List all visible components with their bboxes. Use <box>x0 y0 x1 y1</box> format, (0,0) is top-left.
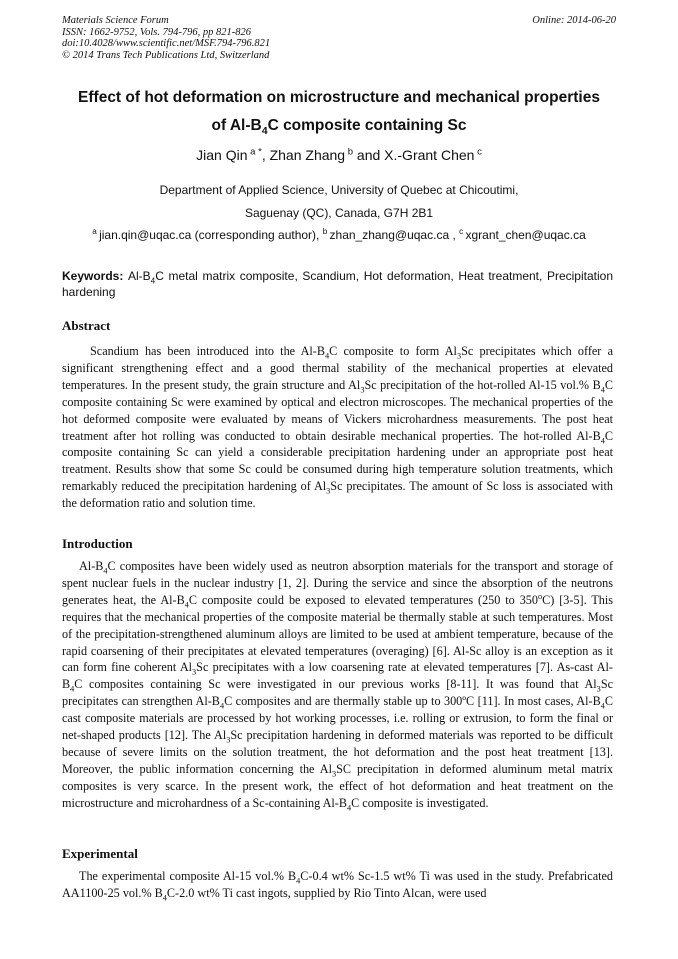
journal-name: Materials Science Forum <box>62 15 169 26</box>
email-link[interactable]: xgrant_chen@uqac.ca <box>465 228 586 242</box>
section-heading-introduction: Introduction <box>62 536 133 551</box>
journal-issn: ISSN: 1662-9752, Vols. 794-796, pp 821-826 <box>62 26 251 38</box>
author-name: Zhan Zhang <box>269 147 346 163</box>
paper-title-line-1: Effect of hot deformation on microstructure and mechanical properties <box>78 89 600 106</box>
email-link[interactable]: zhan_zhang@uqac.ca , <box>329 228 460 242</box>
introduction-paragraph: $Al-B_4C$ composites have been widely used as neutron absorption materials for the transport and storage of spent nuclear fuels in the nuclear industry [1, 2]. During the service and since the absorption of the neutrons generates heat, the $Al-B_4C$ composite could be exposed to elevated temperatures (250 to 350$^o$C) [3-5]. This requires that the mechanical properties of the composite material be thermally stable at such temperatures. Most of the precipitation-strengthened aluminum alloys are limited to be used at ambient temperature, because of the rapid coarsening of their precipitates at elevated temperatures (overaging) [6]. Al-Sc alloy is an exception as it can form fine coherent $Al_3Sc$ precipitates with a low coarsening rate at elevated temperatures [7]. As-cast $Al-B_4C$ composites containing Sc were investigated in our previous works [8-11]. It was found that $Al_3Sc$ precipitates can strengthen $Al-B_4C$ composites and are thermally stable up to 300ºC [11]. In most cases, $Al-B_4C$ cast composite materials are processed by hot working processes, i.e. rolling or extrusion, to form the final or net-shaped products [12]. The $Al_3Sc$ precipitation hardening in deformed materials was reported to be difficult because of severe limits on the solution treatment, the hot deformation and the post heat treatment [13]. Moreover, the public information concerning the $Al_3SC$ precipitation in deformed aluminum metal matrix composites is very scarce. In the present work, the effect of hot deformation and heat treatment on the microstructure and microhardness of a Sc-containing $Al-B_4C$ composite is investigated. <box>62 559 614 813</box>
online-date: Online: 2014-06-20 <box>532 15 616 26</box>
author-name: Jian Qin <box>196 147 248 163</box>
author-emails: $^a$ jian.qin@uqac.ca (corresponding author), $^b$ zhan_zhang@uqac.ca , $^c$ xgrant_chen@uqac.ca <box>92 227 586 242</box>
section-heading-abstract: Abstract <box>62 318 111 333</box>
abstract-paragraph: Scandium has been introduced into the $Al-B_4C$ composite to form $Al_3Sc$ precipitates which offer a significant strengthening effect and a good thermal stability of the mechanical properties at elevated temperatures. In the present study, the grain structure and $Al_3Sc$ precipitation of the hot-rolled Al-15 vol.% $B_4C$ composite containing Sc were examined by optical and electron microscopes. The mechanical properties of the hot deformed composite were evaluated by means of Vickers microhardness measurements. The post heat treatment after hot rolling was conducted to obtain desirable mechanical properties. The hot-rolled $Al-B_4C$ composite containing Sc can yield a considerable precipitation hardening under an appropriate post heat treatment. Results show that some Sc could be consumed during high temperature solution treatments, which remarkably reduced the precipitation hardening of $Al_3Sc$ precipitates. The amount of Sc loss is associated with the deformation ratio and solution time. <box>62 344 613 511</box>
journal-copyright: © 2014 Trans Tech Publications Ltd, Switzerland <box>62 49 270 61</box>
journal-doi: doi:10.4028/www.scientific.net/MSF.794-796.821 <box>62 38 271 50</box>
keywords: Keywords: $Al-B_4C$ metal matrix composite, Scandium, Hot deformation, Heat treatment, Precipitation hardening <box>62 269 614 299</box>
experimental-paragraph: The experimental composite Al-15 vol.% $B_4C-0.4$ wt% Sc-1.5 wt% Ti was used in the study. Prefabricated AA1100-25 vol.% $B_4C-2.0$ wt% Ti cast ingots, supplied by Rio Tinto Alcan, were used <box>62 869 613 903</box>
affiliation-department: Department of Applied Science, University of Quebec at Chicoutimi, <box>159 183 519 197</box>
paper-title-line-2: of $Al-B_4C$ composite containing Sc <box>211 117 467 138</box>
affiliation-location: Saguenay (QC), Canada, G7H 2B1 <box>244 206 434 220</box>
author-list: Jian Qin $^{a *}$, Zhan Zhang $^b$ and X.-Grant Chen $^c$ <box>196 146 482 163</box>
section-heading-experimental: Experimental <box>62 846 138 861</box>
journal-info <box>62 15 270 61</box>
email-link[interactable]: jian.qin@uqac.ca (corresponding author), <box>99 228 323 242</box>
author-name: X.-Grant Chen <box>384 147 475 163</box>
